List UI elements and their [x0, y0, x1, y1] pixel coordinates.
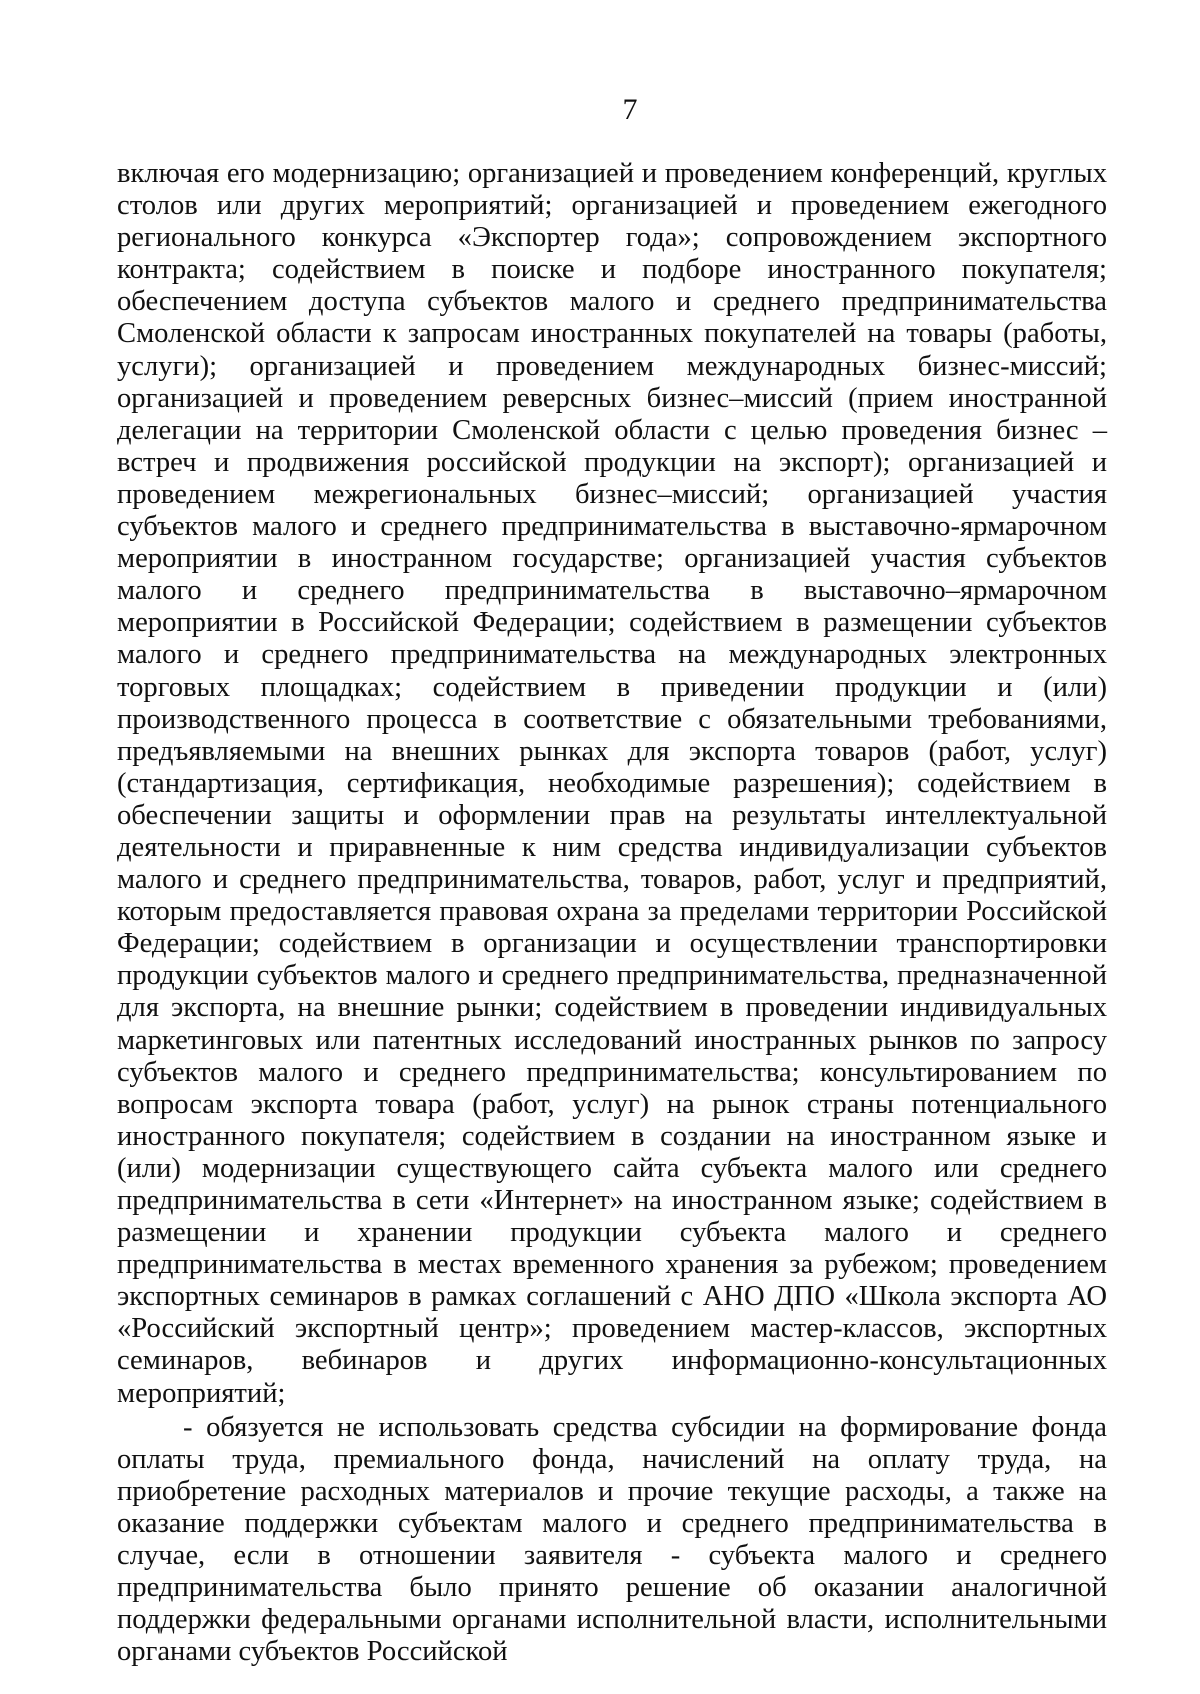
- paragraph-obligation: - обязуется не использовать средства субсидии на формирование фонда оплаты труда, премиального фонда, начислений на оплату труда, на приобретение расходных материалов и прочие текущие расходы, а также на оказание поддержки субъектам малого и среднего предпринимательства в случае, если в отношении заявителя - субъекта малого и среднего предпринимательства было принято решение об оказании аналогичной поддержки федеральными органами исполнительной власти, исполнительными органами субъектов Российской: [117, 1411, 1107, 1668]
- page-number: 7: [622, 93, 638, 126]
- document-body: [117, 158, 1107, 1668]
- paragraph-continued: включая его модернизацию; организацией и проведением конференций, круглых столов или других мероприятий; организацией и проведением ежегодного регионального конкурса «Экспортер года»; сопровождением экспортного контракта; содействием в поиске и подборе иностранного покупателя; обеспечением доступа субъектов малого и среднего предпринимательства Смоленской области к запросам иностранных покупателей на товары (работы, услуги); организацией и проведением международных бизнес-миссий; организацией и проведением реверсных бизнес–миссий (прием иностранной делегации на территории Смоленской области с целью проведения бизнес – встреч и продвижения российской продукции на экспорт); организацией и проведением межрегиональных бизнес–миссий; организацией участия субъектов малого и среднего предпринимательства в выставочно-ярмарочном мероприятии в иностранном государстве; организацией участия субъектов малого и среднего предпринимательства в выставочно–ярмарочном мероприятии в Российской Федерации; содействием в размещении субъектов малого и среднего предпринимательства на международных электронных торговых площадках; содействием в приведении продукции и (или) производственного процесса в соответствие с обязательными требованиями, предъявляемыми на внешних рынках для экспорта товаров (работ, услуг) (стандартизация, сертификация, необходимые разрешения); содействием в обеспечении защиты и оформлении прав на результаты интеллектуальной деятельности и приравненные к ним средства индивидуализации субъектов малого и среднего предпринимательства, товаров, работ, услуг и предприятий, которым предоставляется правовая охрана за пределами территории Российской Федерации; содействием в организации и осуществлении транспортировки продукции субъектов малого и среднего предпринимательства, предназначенной для экспорта, на внешние рынки; содействием в проведении индивидуальных маркетинговых или патентных исследований иностранных рынков по запросу субъектов малого и среднего предпринимательства; консультированием по вопросам экспорта товара (работ, услуг) на рынок страны потенциального иностранного покупателя; содействием в создании на иностранном языке и (или) модернизации существующего сайта субъекта малого или среднего предпринимательства в сети «Интернет» на иностранном языке; содействием в размещении и хранении продукции субъекта малого и среднего предпринимательства в местах временного хранения за рубежом; проведением экспортных семинаров в рамках соглашений с АНО ДПО «Школа экспорта АО «Российский экспортный центр»; проведением мастер-классов, экспортных семинаров, вебинаров и других информационно-консультационных мероприятий;: [117, 158, 1107, 1409]
